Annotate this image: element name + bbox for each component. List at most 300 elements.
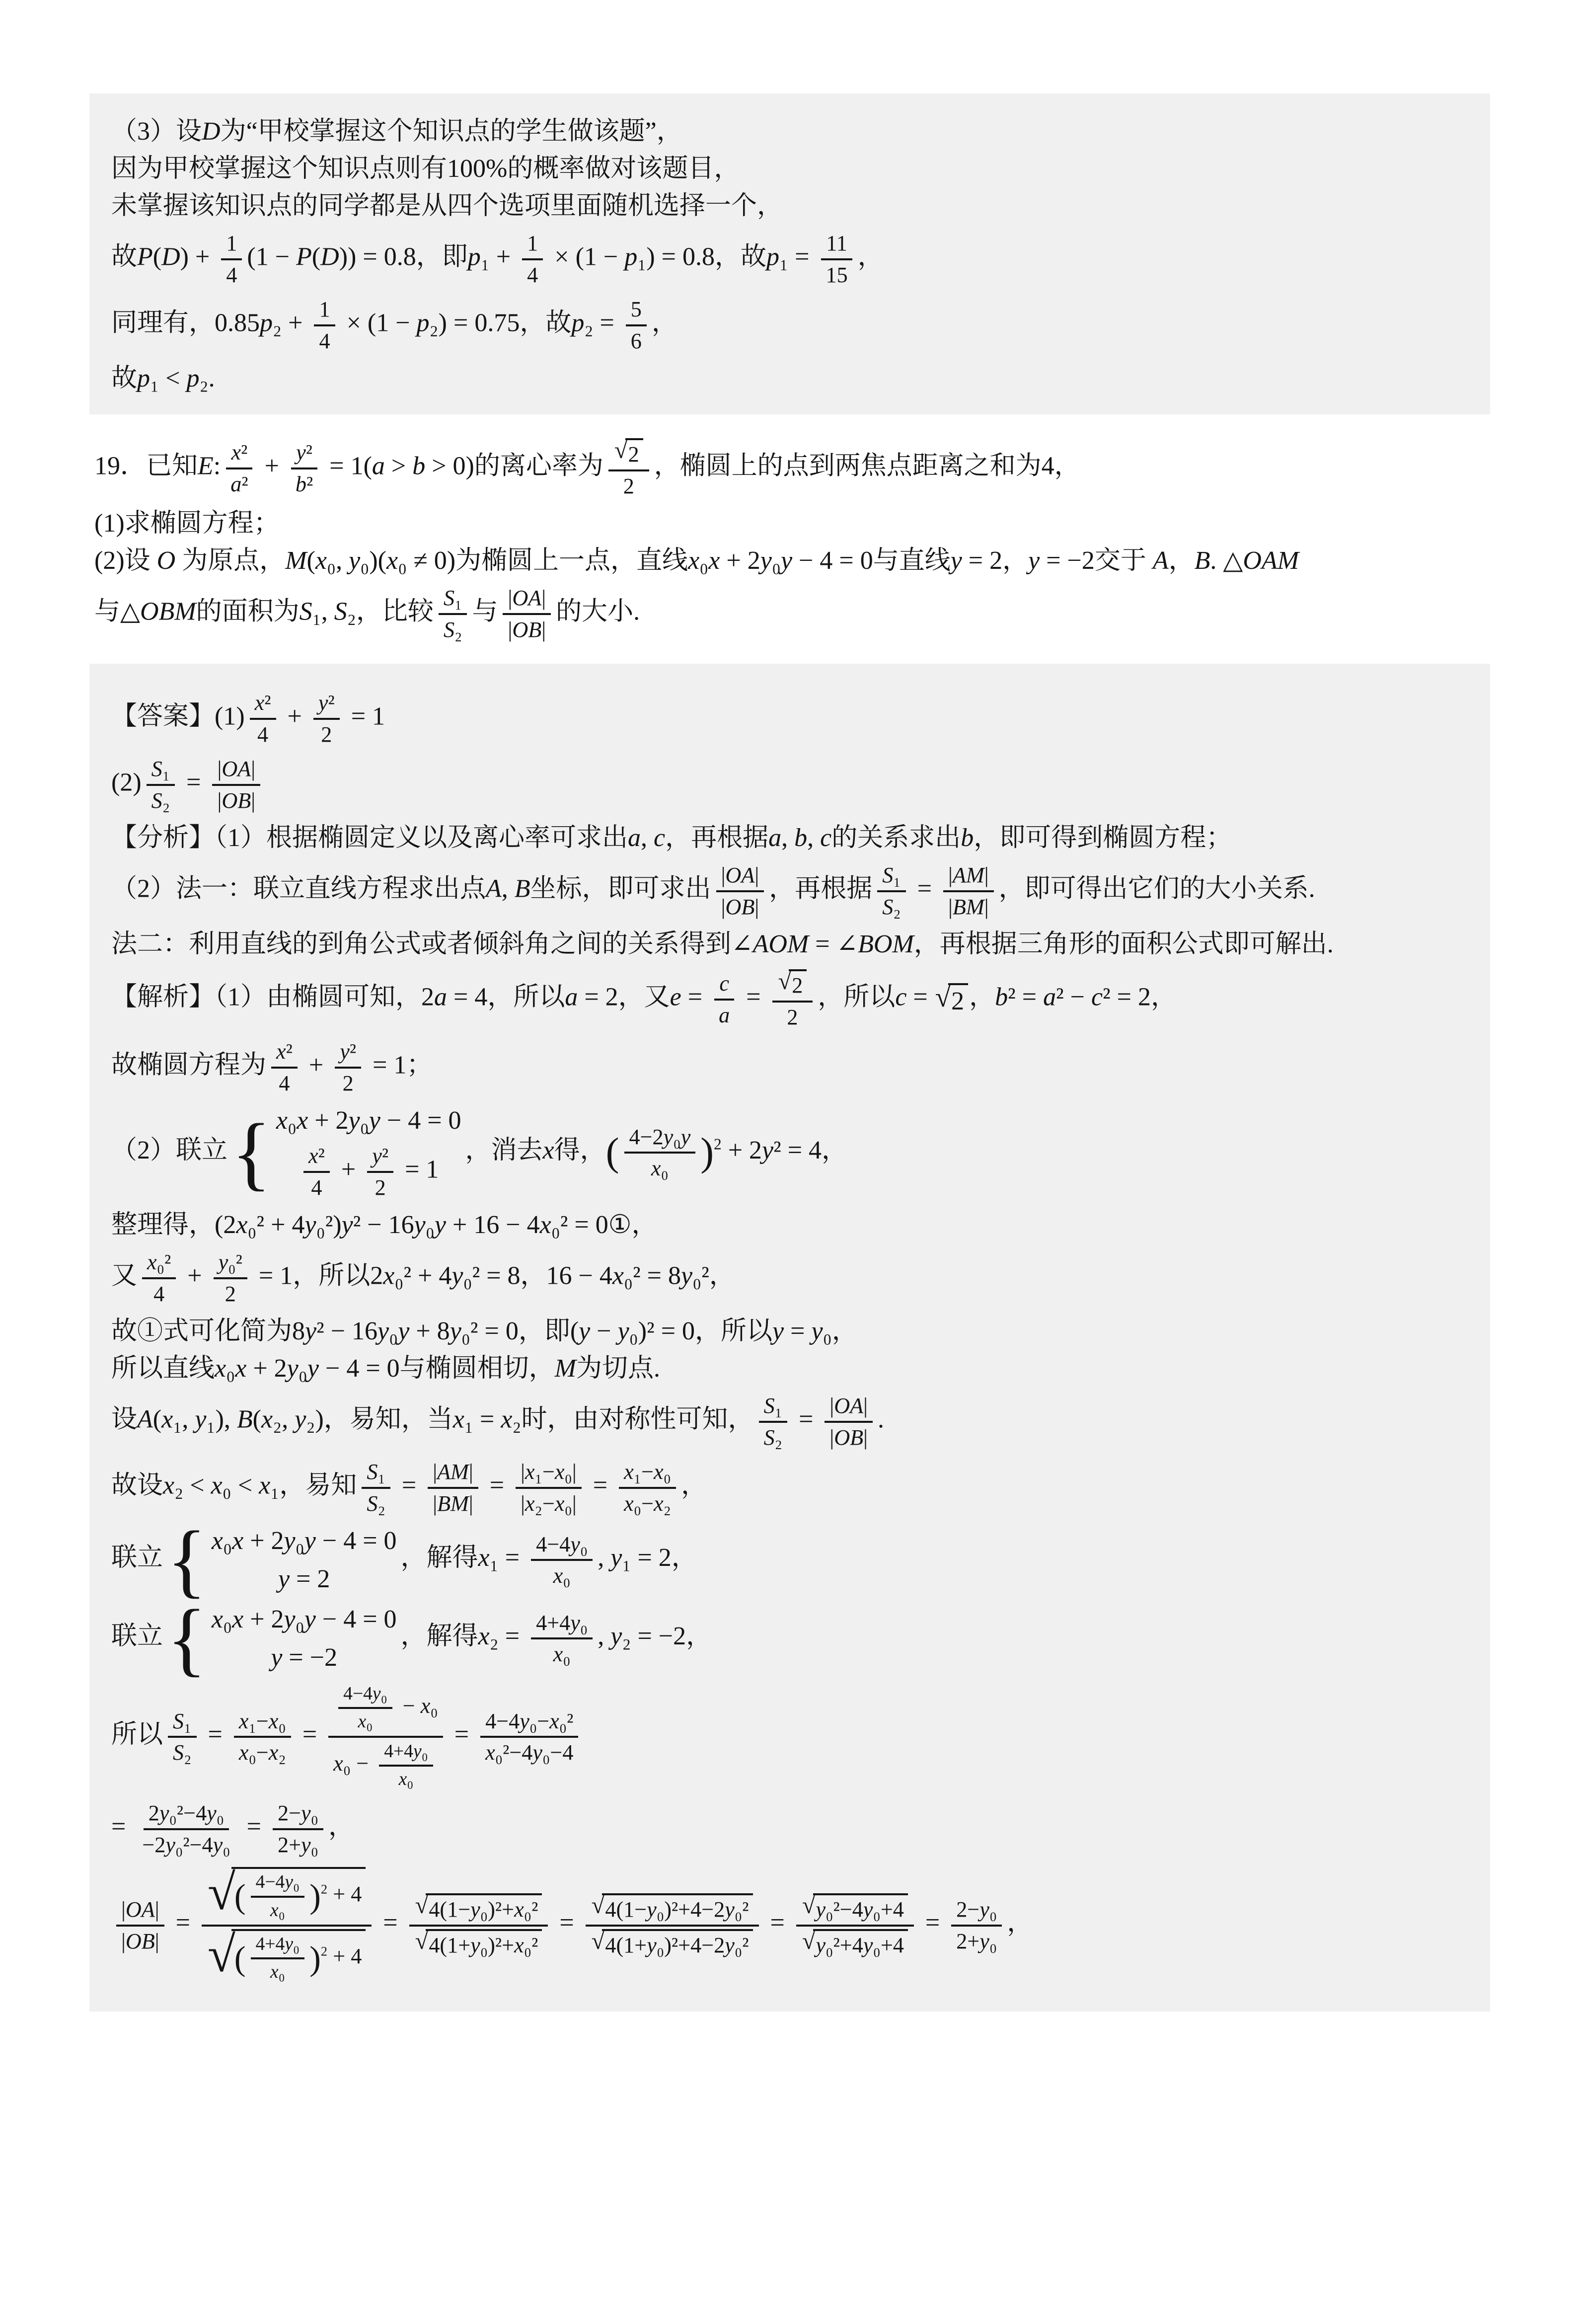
text-run: . <box>878 1405 885 1434</box>
fraction-numerator <box>759 1393 788 1423</box>
text-run: c <box>719 971 729 996</box>
fraction <box>503 585 551 643</box>
text-run: S₂ <box>443 617 462 642</box>
sqrt-radical <box>802 1929 908 1958</box>
fraction-denominator <box>149 1279 169 1308</box>
fraction <box>303 1143 330 1201</box>
text-run: x₀ − <box>333 1751 375 1776</box>
text-run: + 2y² = 4， <box>721 1136 848 1165</box>
fraction-denominator <box>439 615 467 643</box>
sqrt-radical <box>592 1929 753 1958</box>
text-run: 2 <box>951 987 965 1015</box>
equation-row <box>212 1525 397 1557</box>
text-run: 1 <box>319 297 330 321</box>
text-run: 【答案】(1) <box>111 702 245 731</box>
fraction-numerator <box>291 439 317 469</box>
text-run: 4−4y₀ <box>343 1684 387 1704</box>
fraction <box>291 439 318 497</box>
fraction <box>439 585 467 643</box>
text-run: 15 <box>826 262 848 287</box>
text-run: 【分析】（1）根据椭圆定义以及离心率可求出a, c，再根据a, b, c的关系求出b，即可得到椭圆方程； <box>111 824 1232 852</box>
text-run: y₀²+4y₀+4 <box>816 1933 904 1957</box>
text-run: x₀ <box>651 1156 669 1181</box>
text-run: = <box>586 1471 614 1500</box>
fraction-denominator <box>951 1927 1002 1955</box>
fraction-denominator <box>291 469 318 498</box>
fraction-numerator <box>142 1249 176 1279</box>
fraction-numerator <box>251 1871 305 1897</box>
fraction-numerator <box>328 1682 443 1738</box>
fraction-denominator <box>646 1154 674 1182</box>
text-run: + 4 <box>327 1882 362 1907</box>
fraction-numerator <box>221 230 242 260</box>
fraction-denominator <box>409 1927 548 1959</box>
text-run: 所以 <box>111 1720 163 1749</box>
fraction <box>877 862 906 920</box>
fraction <box>951 1896 1002 1954</box>
text-run: 2 <box>792 973 803 998</box>
fraction <box>379 1740 433 1791</box>
fraction-denominator <box>168 1738 197 1766</box>
text-run: x₀x + 2y₀y − 4 = 0 <box>276 1106 461 1135</box>
fraction-numerator <box>516 1459 582 1489</box>
fraction-numerator <box>303 1143 330 1173</box>
text-run: ， <box>681 1471 707 1500</box>
fraction <box>273 1800 323 1858</box>
fraction-denominator <box>274 1069 295 1097</box>
text-run: x₀ <box>553 1642 571 1667</box>
fraction-numerator <box>116 1896 164 1927</box>
fraction-denominator <box>116 1927 164 1955</box>
text-run: ，再根据 <box>769 874 873 903</box>
fraction-numerator <box>716 862 764 892</box>
fraction-numerator <box>379 1740 433 1767</box>
document-line <box>111 1352 1463 1385</box>
superscript: 2 <box>320 1943 328 1959</box>
radicand <box>602 1893 752 1922</box>
text-run: S₁ <box>173 1708 192 1733</box>
fraction-denominator <box>428 1489 478 1517</box>
text-run: = <box>910 874 939 903</box>
document-line <box>111 1315 1463 1347</box>
text-run: (1)求椭圆方程； <box>94 509 280 538</box>
fraction-denominator <box>943 892 994 921</box>
text-run: 故①式可化简为8y² − 16y₀y + 8y₀² = 0，即(y − y₀)² = 0，所以y = y₀， <box>111 1317 858 1346</box>
radicand <box>789 969 807 998</box>
fraction-numerator <box>367 1143 393 1173</box>
fraction-denominator <box>316 720 337 748</box>
fraction-numerator <box>531 1610 593 1640</box>
text-run: a <box>719 1003 730 1027</box>
text-run: S₂ <box>173 1740 192 1765</box>
text-run: + <box>302 1051 330 1080</box>
text-run: 19．已知E: <box>94 452 221 480</box>
text-run: 4 <box>319 328 330 353</box>
fraction <box>225 439 253 497</box>
fraction-numerator <box>314 296 335 326</box>
text-run: (2)设 O 为原点，M(x₀, y₀)(x₀ ≠ 0)为椭圆上一点，直线x₀x + 2y₀y − 4 = 0与直线y = 2，y = −2交于 A，B. △OAM <box>94 546 1299 575</box>
text-run: 与△OBM的面积为S₁, S₂，比较 <box>94 597 434 626</box>
text-run: ，消去x得， <box>465 1136 606 1165</box>
text-run: 故p₁ < p₂. <box>111 364 215 392</box>
text-run: x₀² <box>147 1250 171 1275</box>
equation-system <box>167 1592 397 1684</box>
fraction <box>314 296 335 354</box>
radicand <box>231 1929 366 1984</box>
text-run: ，所以c = <box>818 983 934 1011</box>
document-line <box>111 862 1463 920</box>
radicand <box>231 1867 366 1922</box>
fraction <box>821 230 852 288</box>
fraction-denominator <box>759 1423 788 1451</box>
fraction-numerator <box>168 1708 197 1738</box>
fraction-numerator <box>439 585 467 615</box>
document-line <box>94 507 1490 540</box>
text-run: |OA| <box>829 1394 868 1418</box>
text-run: x² <box>276 1039 293 1064</box>
text-run: = <box>296 1720 324 1749</box>
document-line <box>111 1800 1463 1858</box>
fraction <box>335 1038 361 1096</box>
fraction <box>328 1682 443 1792</box>
radicand <box>426 1893 542 1922</box>
document-line <box>111 1514 1463 1606</box>
fraction-denominator <box>314 326 335 355</box>
document-line <box>111 1393 1463 1451</box>
fraction-numerator <box>212 756 260 786</box>
fraction <box>116 1896 164 1954</box>
fraction-denominator <box>548 1561 576 1589</box>
text-run: S₁ <box>151 757 170 781</box>
radical-sign-icon: √ <box>415 1892 429 1919</box>
fraction <box>313 690 340 748</box>
fraction-numerator <box>250 690 276 720</box>
sqrt-radical <box>778 969 807 998</box>
text-run: 4(1−y₀)²+x₀² <box>429 1897 538 1922</box>
fraction-numerator <box>619 1459 676 1489</box>
text-run: 6 <box>630 328 642 353</box>
document-line <box>111 756 1463 814</box>
fraction-denominator <box>586 1927 759 1959</box>
text-run: , y₂ = −2， <box>598 1622 712 1651</box>
big-paren: ) <box>309 1877 321 1916</box>
text-run: S₁ <box>367 1460 385 1484</box>
text-run: 1 <box>226 231 237 255</box>
text-run: ， <box>328 1812 355 1841</box>
fraction-denominator <box>212 786 260 814</box>
fraction-denominator <box>825 1423 873 1451</box>
fraction <box>943 862 994 920</box>
document-line <box>111 190 1463 222</box>
text-run: − x₀ <box>397 1694 438 1718</box>
fraction <box>202 1866 372 1984</box>
text-run: S₂ <box>151 788 170 813</box>
text-run: S₂ <box>367 1491 385 1516</box>
text-run: 2 <box>321 722 332 747</box>
text-run: 4 <box>527 262 538 287</box>
fraction-denominator <box>137 1830 235 1859</box>
sqrt-radical <box>614 438 643 467</box>
text-run: |OB| <box>217 788 256 813</box>
fraction-denominator <box>480 1738 578 1766</box>
document-line <box>111 1038 1463 1096</box>
document-line <box>111 1104 1463 1201</box>
big-paren: ( <box>234 1877 246 1916</box>
text-run: x₀ <box>398 1769 414 1790</box>
text-run: x₀ <box>358 1711 373 1732</box>
fraction-numerator <box>273 1800 323 1830</box>
text-run: x₁−x₀ <box>624 1460 672 1484</box>
text-run: 因为甲校掌握这个知识点则有100%的概率做对该题目， <box>111 155 740 183</box>
fraction <box>586 1892 759 1958</box>
text-run: + 4 <box>327 1943 362 1968</box>
text-run: ， <box>651 309 677 337</box>
fraction-denominator <box>782 1003 803 1031</box>
fraction-numerator <box>409 1892 548 1927</box>
document-page <box>0 93 1577 2324</box>
text-run: x₀−x₂ <box>238 1740 286 1765</box>
sqrt-radical <box>415 1929 542 1958</box>
fraction-denominator <box>619 1489 676 1517</box>
document-line <box>111 1682 1463 1792</box>
fraction <box>522 230 543 288</box>
text-run: 2+y₀ <box>278 1832 319 1857</box>
text-run: |OA| <box>721 863 759 888</box>
text-run: −2y₀²−4y₀ <box>142 1832 230 1857</box>
text-run: 故P(D) + <box>111 242 217 271</box>
text-run: 4+4y₀ <box>536 1610 588 1635</box>
equation-column <box>212 1603 397 1674</box>
text-run: 故设x₂ < x₀ < x₁，易知 <box>111 1471 357 1500</box>
fraction <box>221 230 242 288</box>
problem18-part3-solution-block <box>89 93 1490 414</box>
fraction-denominator <box>225 469 253 498</box>
fraction-denominator <box>362 1489 390 1517</box>
fraction-numerator <box>202 1866 372 1926</box>
document-line <box>94 437 1490 499</box>
fraction-numerator <box>772 968 813 1003</box>
text-run: 2 <box>225 1281 236 1306</box>
text-run: |OB| <box>121 1929 159 1953</box>
equation-system <box>167 1514 397 1606</box>
fraction-numerator <box>531 1531 593 1561</box>
text-run: 4(1−y₀)²+4−2y₀² <box>605 1897 749 1922</box>
document-line <box>111 1866 1463 1984</box>
fraction <box>147 756 175 814</box>
fraction <box>772 968 813 1030</box>
text-run: + <box>258 452 286 480</box>
text-run: ， <box>857 242 884 271</box>
text-run: 故椭圆方程为 <box>111 1051 267 1080</box>
fraction-denominator <box>796 1927 914 1959</box>
text-run: = <box>180 768 208 797</box>
radicand <box>813 1893 908 1922</box>
text-run: 所以直线x₀x + 2y₀y − 4 = 0与椭圆相切，M为切点. <box>111 1354 660 1383</box>
text-run: x₀x + 2y₀y − 4 = 0 <box>211 1605 397 1634</box>
fraction-denominator <box>265 1898 290 1922</box>
text-run: 4 <box>226 262 237 287</box>
text-run: ，即可得出它们的大小关系. <box>998 874 1315 903</box>
radical-sign-icon: √ <box>778 968 792 995</box>
document-line <box>111 822 1463 854</box>
text-run: 4(1+y₀)²+4−2y₀² <box>605 1933 749 1957</box>
text-run: 2−y₀ <box>278 1801 319 1826</box>
fraction-numerator <box>362 1459 390 1489</box>
text-run: (1 − P(D)) = 0.8，即p₁ + <box>247 242 518 271</box>
fraction-denominator <box>221 260 242 289</box>
text-run: = <box>918 1909 947 1937</box>
text-run: S₂ <box>882 894 901 919</box>
text-run: 4−4y₀ <box>255 1872 300 1893</box>
text-run: y² <box>296 440 313 465</box>
text-run: x² <box>254 691 271 715</box>
text-run: 2 <box>623 473 634 498</box>
document-line <box>94 585 1490 643</box>
equation-row <box>299 1143 439 1201</box>
text-run: y² <box>340 1039 357 1064</box>
fraction-numerator <box>714 970 734 1001</box>
text-run: × (1 − p₁) = 0.8，故p₁ = <box>548 242 816 271</box>
text-run: 2 <box>787 1005 798 1029</box>
document-line <box>111 230 1463 288</box>
text-run: |BM| <box>433 1491 473 1516</box>
fraction <box>362 1459 390 1517</box>
text-run: 4−4y₀ <box>536 1532 588 1556</box>
fraction-numerator <box>234 1708 291 1738</box>
text-run: = <box>553 1909 581 1937</box>
text-run: = <box>792 1405 820 1434</box>
text-run: ，解得x₂ = <box>400 1622 526 1651</box>
text-run: x² <box>308 1144 325 1168</box>
fraction-numerator <box>951 1896 1002 1927</box>
fraction-numerator <box>522 230 543 260</box>
text-run: |x₂−x₀| <box>521 1491 577 1516</box>
text-run: 整理得，(2x₀² + 4y₀²)y² − 16y₀y + 16 − 4x₀² = 0①， <box>111 1211 658 1239</box>
text-run: ，解得x₁ = <box>400 1544 526 1572</box>
text-run: = <box>395 1471 423 1500</box>
text-run: 1 <box>527 231 538 255</box>
text-run: |OB| <box>508 617 546 642</box>
text-run: ， <box>1007 1909 1033 1937</box>
fraction-denominator <box>147 786 175 814</box>
text-run: = <box>376 1909 404 1937</box>
document-line <box>94 544 1490 577</box>
text-run: y₀²−4y₀+4 <box>816 1897 904 1922</box>
text-run: = 1 <box>398 1155 439 1184</box>
text-run: ，b² = a² − c² = 2， <box>969 983 1177 1011</box>
fraction <box>409 1892 548 1958</box>
equation-row <box>212 1603 397 1635</box>
text-run: y₀² <box>218 1250 242 1275</box>
radicand <box>813 1929 908 1958</box>
fraction <box>619 1459 676 1517</box>
fraction-numerator <box>626 296 647 326</box>
text-run: y² <box>318 691 335 715</box>
document-line <box>111 1459 1463 1517</box>
text-run: ，椭圆上的点到两焦点距离之和为4， <box>654 452 1080 480</box>
document-line <box>111 1249 1463 1307</box>
fraction-denominator <box>353 1709 378 1733</box>
fraction-denominator <box>522 260 543 289</box>
left-brace-icon: { <box>167 1592 207 1684</box>
document-line <box>111 1592 1463 1684</box>
sqrt-radical <box>207 1926 366 1984</box>
fraction <box>626 296 647 354</box>
text-run: |BM| <box>948 894 989 919</box>
radicand <box>426 1929 542 1958</box>
text-run: 【解析】（1）由椭圆可知，2a = 4，所以a = 2，又e = <box>111 983 709 1011</box>
equation-column <box>276 1104 461 1201</box>
radical-sign-icon: √ <box>207 1926 235 1982</box>
sqrt-radical <box>592 1893 753 1922</box>
text-run: 4−4y₀−x₀² <box>485 1708 574 1733</box>
text-run: 4(1+y₀)²+x₀² <box>429 1933 538 1957</box>
fraction <box>825 1393 873 1451</box>
text-run: 2 <box>628 442 639 467</box>
fraction <box>531 1610 593 1668</box>
text-run: |OA| <box>508 586 546 611</box>
sqrt-radical <box>415 1893 542 1922</box>
text-run: 2y₀²−4y₀ <box>148 1801 225 1826</box>
text-run: b² <box>295 471 313 496</box>
text-run: 4 <box>279 1071 290 1095</box>
equation-system <box>231 1104 461 1201</box>
text-run: 4−2y₀y <box>629 1124 691 1149</box>
fraction-numerator <box>251 1933 305 1959</box>
radical-sign-icon: √ <box>591 1892 605 1919</box>
fraction-numerator <box>144 1800 229 1830</box>
sqrt-radical <box>207 1864 366 1922</box>
fraction-denominator <box>626 326 647 355</box>
document-line <box>111 968 1463 1030</box>
fraction-denominator <box>306 1173 327 1201</box>
fraction <box>251 1871 305 1922</box>
text-run: 设A(x₁, y₁), B(x₂, y₂)，易知，当x₁ = x₂时，由对称性可知， <box>111 1405 754 1434</box>
fraction-denominator <box>516 1489 582 1517</box>
text-run: x₀x + 2y₀y − 4 = 0 <box>211 1527 397 1555</box>
fraction <box>142 1249 176 1307</box>
equation-row <box>278 1563 330 1595</box>
fraction-denominator <box>220 1279 241 1308</box>
fraction-numerator <box>503 585 551 615</box>
fraction <box>212 756 260 814</box>
radical-sign-icon: √ <box>614 437 628 464</box>
text-run: 联立 <box>111 1622 163 1651</box>
text-run: a² <box>230 471 248 496</box>
fraction <box>531 1531 593 1589</box>
superscript: 2 <box>714 1135 722 1153</box>
text-run: |x₁−x₀| <box>521 1460 577 1484</box>
text-run: x₀−x₂ <box>624 1491 672 1516</box>
document-line <box>111 928 1463 960</box>
fraction-denominator <box>328 1738 443 1792</box>
fraction-numerator <box>428 1459 478 1489</box>
fraction <box>137 1800 235 1858</box>
fraction-numerator <box>480 1708 578 1738</box>
text-run: = <box>240 1812 268 1841</box>
text-run: 的大小. <box>556 597 640 626</box>
fraction-numerator <box>214 1249 247 1279</box>
fraction <box>234 1708 291 1766</box>
document-line <box>111 115 1463 148</box>
fraction <box>338 1683 392 1733</box>
text-run: S₁ <box>443 586 462 611</box>
equation-row <box>276 1104 461 1137</box>
text-run: 4 <box>257 722 269 747</box>
text-run: 未掌握该知识点的同学都是从四个选项里面随机选择一个， <box>111 192 783 220</box>
fraction <box>214 1249 247 1307</box>
text-run: x₀²−4y₀−4 <box>485 1740 574 1765</box>
